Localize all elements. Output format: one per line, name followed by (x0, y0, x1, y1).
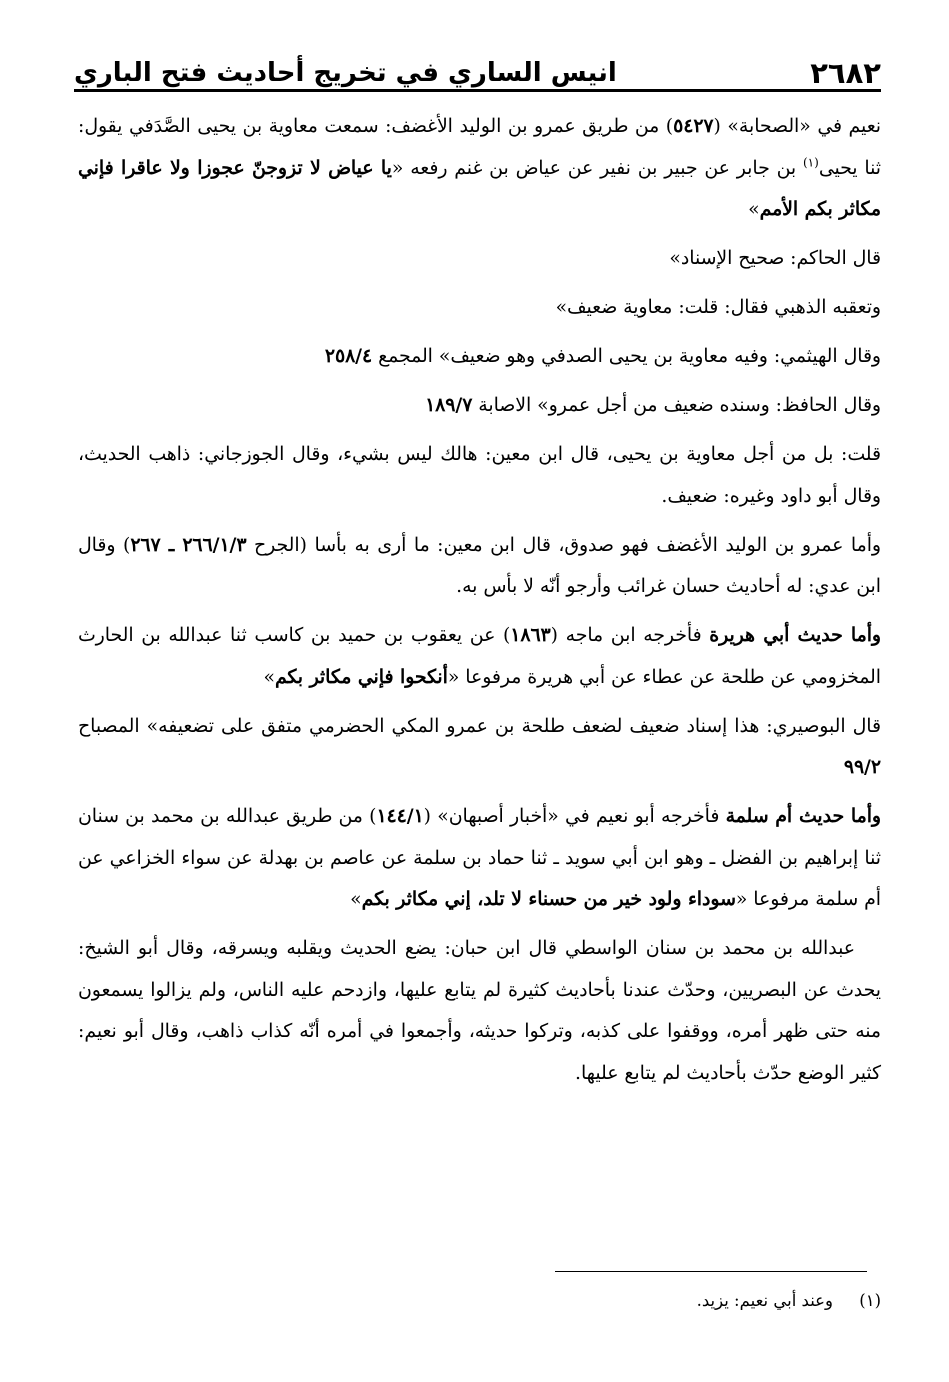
paragraph (78, 385, 881, 427)
page-number: ٢٦٨٢ (810, 56, 881, 90)
paragraph (78, 615, 881, 698)
footnote-reference: (١) (802, 155, 819, 170)
text-run: قال البوصيري: هذا إسناد ضعيف لضعف طلحة بن عمرو المكي الحضرمي متفق على تضعيفه» المصباح (78, 715, 881, 737)
bold-text: ٢٥٨/٤ (324, 345, 373, 367)
bold-text: ١٤٤/١ (376, 805, 424, 827)
paragraph (78, 287, 881, 329)
bold-text: ٢٦٦/١/٣ ـ ٢٦٧ (130, 533, 247, 556)
running-title: انيس الساري في تخريج أحاديث فتح الباري (74, 58, 617, 89)
text-run: بن جابر عن جبير بن نفير عن عياض بن غنم رفعه « (391, 157, 803, 179)
text-run: فأخرجه ابن ماجه ( (550, 625, 710, 646)
page-header (74, 38, 881, 88)
text-run: ) وقال ابن عدي: له أحاديث حسان غرائب وأرجو أنّه لا بأس به. (78, 534, 881, 597)
bold-text: ٥٤٢٧ (673, 115, 714, 137)
text-run: وتعقبه الذهبي فقال: قلت: معاوية ضعيف» (555, 297, 881, 318)
footnote-separator (555, 1271, 867, 1272)
bold-text: ١٨٩/٧ (425, 394, 473, 416)
text-run: » (263, 666, 275, 688)
text-run: فأخرجه أبو نعيم في «أخبار أصبهان» ( (423, 806, 726, 827)
text-run: قال الحاكم: صحيح الإسناد» (669, 248, 881, 269)
paragraph (78, 434, 881, 517)
paragraph (78, 525, 881, 608)
paragraph (78, 796, 881, 921)
text-run: ) عن يعقوب بن حميد بن كاسب ثنا عبدالله بن الحارث المخزومي عن طلحة عن عطاء عن أبي هريرة مرفوعا « (78, 625, 881, 688)
main-text (78, 106, 881, 1102)
header-rule (74, 89, 881, 92)
text-run: وأما عمرو بن الوليد الأغضف فهو صدوق، قال ابن معين: ما أرى به بأسا (الجرح (246, 534, 881, 556)
text-run: وقال الهيثمي: وفيه معاوية بن يحيى الصدفي وهو ضعيف» المجمع (372, 346, 881, 367)
bold-text: وأما حديث أم سلمة (725, 805, 881, 827)
text-run: قلت: بل من أجل معاوية بن يحيى، قال ابن معين: هالك ليس بشيء، وقال الجوزجاني: ذاهب الحديث، وقال أبو داود وغيره: ضعيف. (78, 444, 881, 507)
bold-text: ١٨٦٣ (510, 624, 551, 646)
text-run: نعيم في «الصحابة» ( (713, 116, 881, 137)
footnote-marker: (١) (859, 1291, 881, 1310)
bold-text: أنكحوا فإني مكاثر بكم (274, 665, 448, 688)
text-run: » (350, 889, 362, 910)
text-run: وقال الحافظ: وسنده ضعيف من أجل عمرو» الاصابة (472, 395, 881, 416)
text-run: عبدالله بن محمد بن سنان الواسطي قال ابن حبان: يضع الحديث ويقلبه ويسرقه، وقال أبو الشيخ: يحدث عن البصريين، وحدّث عندنا بأحاديث كثيرة لم يتابع عليها، وازدحم عليه الناس، ولم يزالوا يسمعون منه حتى ظهر أمره، ووقفوا على كذبه، وتركوا حديثه، وأجمعوا في أمره أنّه كذاب ذاهب، وقال أبو نعيم: كثير الوضع حدّث بأحاديث لم يتابع عليها. (78, 938, 881, 1084)
text-run: ) من طريق عبدالله بن محمد بن سنان ثنا إبراهيم بن الفضل ـ وهو ابن أبي سويد ـ ثنا حماد بن سلمة عن عاصم بن بهدلة عن سواء الخزاعي عن أم سلمة مرفوعا « (78, 806, 881, 910)
bold-text: ٩٩/٢ (843, 756, 881, 778)
paragraph (78, 928, 881, 1094)
bold-text: يا عياض لا تزوجنّ عجوزا ولا عاقرا فإني مكاثر بكم الأمم (78, 156, 881, 220)
paragraph (78, 706, 881, 789)
paragraph (78, 238, 881, 280)
footnote (78, 1287, 881, 1315)
text-run: » (748, 199, 760, 220)
text-run: ) من طريق عمرو بن الوليد الأغضف: سمعت معاوية بن يحيى الصَّدَفي يقول: ثنا يحيى (78, 116, 881, 179)
bold-text: سوداء ولود خير من حسناء لا تلد، إني مكاثر بكم (361, 888, 736, 910)
paragraph (78, 106, 881, 231)
footnote-text: وعند أبي نعيم: يزيد. (696, 1291, 833, 1310)
bold-text: وأما حديث أبي هريرة (709, 624, 881, 646)
paragraph (78, 336, 881, 378)
